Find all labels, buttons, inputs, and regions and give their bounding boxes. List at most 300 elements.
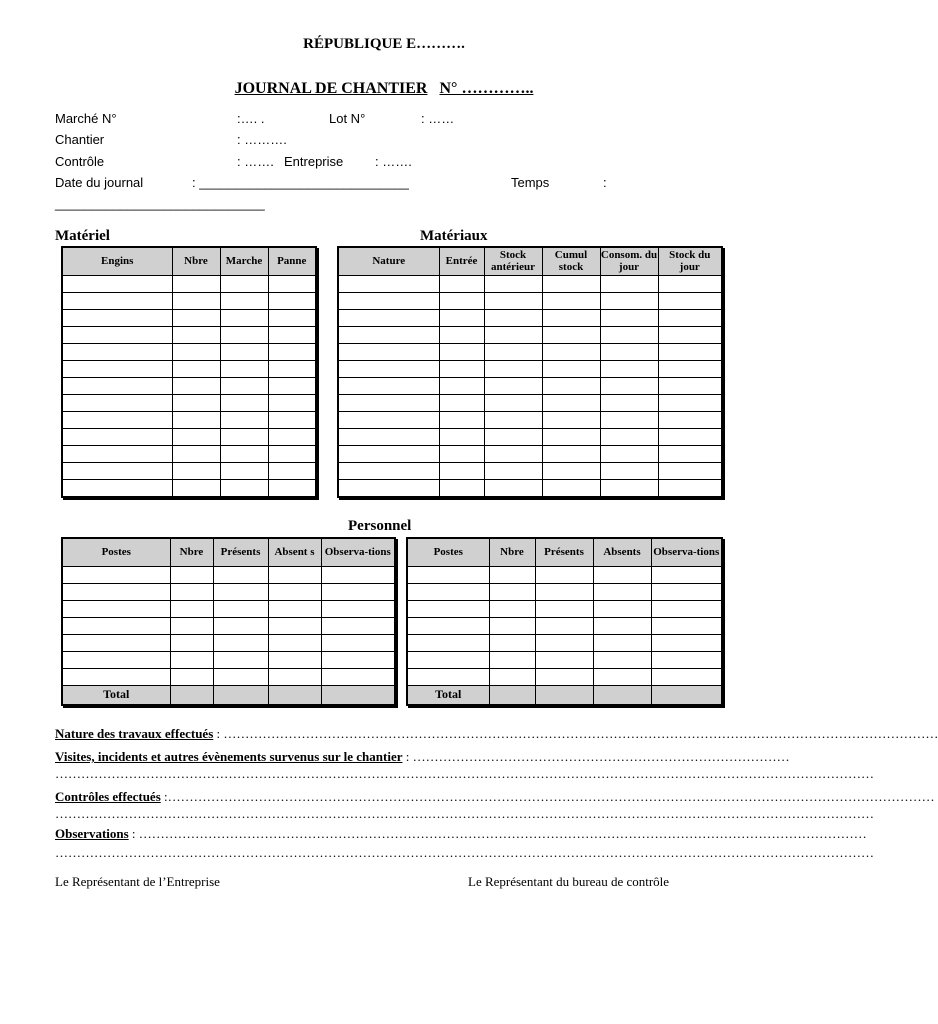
table-cell[interactable] <box>484 309 542 326</box>
table-cell[interactable] <box>338 394 439 411</box>
col-entree: Entrée <box>439 247 484 275</box>
table-cell[interactable] <box>172 275 220 292</box>
table-cell[interactable] <box>542 275 600 292</box>
table-cell[interactable] <box>172 479 220 497</box>
visites-dots-line2: ……………………………………………………………………………………………………………………………………………………………………… <box>55 766 874 781</box>
table-cell[interactable] <box>220 428 268 445</box>
table-cell[interactable] <box>321 651 395 668</box>
table-cell[interactable] <box>542 343 600 360</box>
marche-label: Marché N° <box>55 111 117 126</box>
table-cell[interactable] <box>220 462 268 479</box>
materiaux-row <box>338 462 722 479</box>
table-cell[interactable] <box>489 651 535 668</box>
table-cell[interactable] <box>407 600 489 617</box>
table-cell[interactable] <box>658 411 722 428</box>
personnel-row <box>407 583 722 600</box>
table-cell[interactable] <box>213 651 268 668</box>
table-cell[interactable] <box>213 668 268 685</box>
nature-travaux-label: Nature des travaux effectués <box>55 726 214 741</box>
observations-dots-line2: ……………………………………………………………………………………………………………………………………………………………………… <box>55 845 874 860</box>
visites-dots: : …………………………………………………………………………… <box>402 749 790 764</box>
nature-travaux-line <box>55 726 938 742</box>
table-cell[interactable] <box>651 668 722 685</box>
table-cell[interactable] <box>62 600 170 617</box>
table-cell[interactable] <box>489 600 535 617</box>
table-cell[interactable] <box>542 326 600 343</box>
journal-number: N° ………….. <box>439 80 534 97</box>
table-cell[interactable] <box>62 583 170 600</box>
table-cell[interactable] <box>535 617 593 634</box>
table-cell[interactable] <box>593 617 651 634</box>
table-cell[interactable] <box>338 462 439 479</box>
table-cell[interactable] <box>268 566 321 583</box>
personnel-row <box>407 600 722 617</box>
table-cell[interactable] <box>172 343 220 360</box>
materiaux-row <box>338 479 722 497</box>
table-cell[interactable] <box>172 377 220 394</box>
table-cell[interactable] <box>62 617 170 634</box>
table-cell[interactable] <box>172 411 220 428</box>
table-cell[interactable] <box>338 411 439 428</box>
col-stock-anterieur: Stock antérieur <box>484 247 542 275</box>
col-nbre: Nbre <box>172 247 220 275</box>
temps-value: : <box>603 175 607 190</box>
table-cell[interactable] <box>600 326 658 343</box>
table-cell[interactable] <box>600 462 658 479</box>
table-cell[interactable] <box>62 292 172 309</box>
table-cell[interactable] <box>172 360 220 377</box>
date-continuation: _____________________________ <box>55 196 265 211</box>
table-cell[interactable] <box>268 360 316 377</box>
table-cell[interactable] <box>484 445 542 462</box>
table-cell[interactable] <box>170 617 213 634</box>
table-cell[interactable] <box>170 566 213 583</box>
table-cell[interactable] <box>651 600 722 617</box>
col-panne: Panne <box>268 247 316 275</box>
controles-line <box>55 789 935 805</box>
table-cell[interactable] <box>268 668 321 685</box>
materiel-row <box>62 428 316 445</box>
table-cell[interactable] <box>542 479 600 497</box>
col-postes-right: Postes <box>407 538 489 566</box>
table-cell[interactable] <box>651 617 722 634</box>
table-cell[interactable] <box>213 583 268 600</box>
table-cell[interactable] <box>658 275 722 292</box>
table-cell[interactable] <box>62 428 172 445</box>
col-observations-right: Observa-tions <box>651 538 722 566</box>
table-cell[interactable] <box>62 479 172 497</box>
table-cell[interactable] <box>535 566 593 583</box>
table-cell[interactable] <box>407 583 489 600</box>
personnel-row <box>62 668 395 685</box>
date-label: Date du journal <box>55 175 144 190</box>
table-cell[interactable] <box>600 343 658 360</box>
table-cell[interactable] <box>338 292 439 309</box>
table-cell[interactable] <box>213 566 268 583</box>
table-cell[interactable] <box>439 343 484 360</box>
table-cell[interactable] <box>439 292 484 309</box>
table-cell[interactable] <box>62 360 172 377</box>
col-cumul-stock: Cumul stock <box>542 247 600 275</box>
table-cell[interactable] <box>658 292 722 309</box>
table-cell[interactable] <box>484 462 542 479</box>
table-cell[interactable] <box>484 360 542 377</box>
controles-dots: :…………………………………………………………………………………………………………………………………………………………… <box>160 789 935 804</box>
materiaux-row <box>338 377 722 394</box>
personnel-row <box>407 617 722 634</box>
table-cell[interactable] <box>220 326 268 343</box>
table-cell[interactable] <box>542 292 600 309</box>
col-absents-left: Absent s <box>268 538 321 566</box>
journal-title <box>0 80 768 98</box>
table-cell[interactable] <box>62 309 172 326</box>
table-cell[interactable] <box>268 583 321 600</box>
table-cell[interactable] <box>593 634 651 651</box>
table-cell[interactable] <box>542 309 600 326</box>
table-cell[interactable] <box>658 428 722 445</box>
table-cell[interactable] <box>593 600 651 617</box>
table-cell[interactable] <box>439 445 484 462</box>
personnel-row <box>407 651 722 668</box>
table-cell[interactable] <box>62 668 170 685</box>
table-cell[interactable] <box>268 309 316 326</box>
materiaux-row <box>338 445 722 462</box>
table-cell[interactable] <box>439 377 484 394</box>
materiel-row <box>62 275 316 292</box>
table-cell[interactable] <box>338 360 439 377</box>
table-cell[interactable] <box>658 360 722 377</box>
table-cell[interactable] <box>651 651 722 668</box>
table-cell[interactable] <box>593 668 651 685</box>
table-cell[interactable] <box>62 651 170 668</box>
table-cell[interactable] <box>407 634 489 651</box>
materiel-row <box>62 360 316 377</box>
materiaux-row <box>338 326 722 343</box>
table-cell[interactable] <box>658 377 722 394</box>
materiaux-row <box>338 394 722 411</box>
table-cell[interactable] <box>220 360 268 377</box>
table-cell[interactable] <box>542 462 600 479</box>
materiel-row <box>62 292 316 309</box>
personnel-title: Personnel <box>348 518 412 534</box>
personnel-row <box>62 651 395 668</box>
table-cell[interactable] <box>600 377 658 394</box>
table-cell[interactable] <box>172 428 220 445</box>
table-cell[interactable] <box>220 292 268 309</box>
table-cell[interactable] <box>489 668 535 685</box>
materiel-title: Matériel <box>55 228 110 244</box>
table-cell[interactable] <box>338 445 439 462</box>
col-marche: Marche <box>220 247 268 275</box>
table-cell[interactable] <box>62 377 172 394</box>
table-cell[interactable] <box>321 617 395 634</box>
materiel-row <box>62 445 316 462</box>
col-nature: Nature <box>338 247 439 275</box>
materiaux-row <box>338 292 722 309</box>
table-cell[interactable] <box>268 617 321 634</box>
col-nbre-right: Nbre <box>489 538 535 566</box>
materiaux-row <box>338 275 722 292</box>
table-cell[interactable] <box>62 326 172 343</box>
table-cell[interactable] <box>220 309 268 326</box>
table-cell[interactable] <box>220 479 268 497</box>
table-cell[interactable] <box>338 275 439 292</box>
total-label-left: Total <box>62 685 170 705</box>
personnel-row <box>407 566 722 583</box>
observations-dots: : …………………………………………………………………………………………………………………………………………………… <box>128 826 867 841</box>
controle-label: Contrôle <box>55 154 105 169</box>
table-cell[interactable] <box>170 634 213 651</box>
table-cell[interactable] <box>484 343 542 360</box>
table-cell[interactable] <box>338 377 439 394</box>
table-cell[interactable] <box>484 292 542 309</box>
table-cell[interactable] <box>439 309 484 326</box>
table-cell[interactable] <box>658 326 722 343</box>
table-cell[interactable] <box>170 668 213 685</box>
personnel-row <box>407 634 722 651</box>
table-cell[interactable] <box>268 445 316 462</box>
table-cell[interactable] <box>268 651 321 668</box>
total-label-right: Total <box>407 685 489 705</box>
table-cell[interactable] <box>439 479 484 497</box>
table-cell[interactable] <box>62 445 172 462</box>
table-cell[interactable] <box>651 566 722 583</box>
controles-label: Contrôles effectués <box>55 789 161 804</box>
table-cell[interactable] <box>268 600 321 617</box>
table-cell[interactable] <box>172 445 220 462</box>
table-cell[interactable] <box>62 462 172 479</box>
table-cell[interactable] <box>439 428 484 445</box>
chantier-value: : ………. <box>237 132 287 147</box>
table-cell[interactable] <box>62 394 172 411</box>
table-cell[interactable] <box>535 651 593 668</box>
table-cell[interactable] <box>268 326 316 343</box>
table-cell[interactable] <box>658 343 722 360</box>
table-cell[interactable] <box>600 309 658 326</box>
table-cell[interactable] <box>338 479 439 497</box>
personnel-row <box>62 566 395 583</box>
table-cell[interactable] <box>220 343 268 360</box>
table-cell[interactable] <box>62 275 172 292</box>
table-cell[interactable] <box>338 428 439 445</box>
table-cell[interactable] <box>268 634 321 651</box>
table-cell[interactable] <box>600 479 658 497</box>
personnel-table-left <box>61 537 396 706</box>
table-cell[interactable] <box>651 583 722 600</box>
table-cell[interactable] <box>593 566 651 583</box>
materiel-row <box>62 343 316 360</box>
table-cell[interactable] <box>172 326 220 343</box>
table-cell[interactable] <box>593 651 651 668</box>
table-cell[interactable] <box>268 343 316 360</box>
table-cell[interactable] <box>268 428 316 445</box>
table-cell[interactable] <box>172 462 220 479</box>
table-cell[interactable] <box>407 566 489 583</box>
table-cell[interactable] <box>338 309 439 326</box>
personnel-row <box>62 617 395 634</box>
nature-travaux-dots: : ………………………………………………………………………………………………………………………………………………… <box>213 726 938 741</box>
col-observations-left: Observa-tions <box>321 538 395 566</box>
materiaux-row <box>338 343 722 360</box>
table-cell[interactable] <box>213 617 268 634</box>
visites-label: Visites, incidents et autres évènements survenus sur le chantier <box>55 749 403 764</box>
table-cell[interactable] <box>439 360 484 377</box>
table-cell[interactable] <box>535 583 593 600</box>
controles-dots-line2: ……………………………………………………………………………………………………………………………………………………………………… <box>55 806 874 821</box>
materiel-row <box>62 462 316 479</box>
table-cell[interactable] <box>600 411 658 428</box>
table-cell[interactable] <box>600 275 658 292</box>
table-cell[interactable] <box>268 292 316 309</box>
table-cell[interactable] <box>484 394 542 411</box>
table-cell[interactable] <box>439 326 484 343</box>
table-cell[interactable] <box>489 617 535 634</box>
table-cell[interactable] <box>658 462 722 479</box>
table-cell[interactable] <box>489 566 535 583</box>
table-cell[interactable] <box>321 634 395 651</box>
col-nbre-left: Nbre <box>170 538 213 566</box>
controle-value: : ……. <box>237 154 274 169</box>
table-cell[interactable] <box>600 394 658 411</box>
table-cell[interactable] <box>407 617 489 634</box>
table-cell[interactable] <box>439 394 484 411</box>
signature-entreprise: Le Représentant de l’Entreprise <box>55 874 220 889</box>
table-cell[interactable] <box>321 600 395 617</box>
table-cell[interactable] <box>321 566 395 583</box>
table-cell[interactable] <box>62 634 170 651</box>
table-cell[interactable] <box>535 668 593 685</box>
materiel-row <box>62 309 316 326</box>
table-cell[interactable] <box>658 445 722 462</box>
table-cell[interactable] <box>542 411 600 428</box>
table-cell[interactable] <box>220 445 268 462</box>
table-cell[interactable] <box>489 583 535 600</box>
table-cell[interactable] <box>439 275 484 292</box>
table-cell[interactable] <box>600 360 658 377</box>
table-cell[interactable] <box>484 411 542 428</box>
table-cell[interactable] <box>62 566 170 583</box>
materiaux-title: Matériaux <box>420 228 488 244</box>
personnel-row <box>62 634 395 651</box>
materiel-row <box>62 326 316 343</box>
table-cell[interactable] <box>170 600 213 617</box>
table-cell[interactable] <box>220 411 268 428</box>
personnel-row <box>62 583 395 600</box>
table-cell[interactable] <box>268 411 316 428</box>
table-cell[interactable] <box>658 309 722 326</box>
col-postes-left: Postes <box>62 538 170 566</box>
materiaux-row <box>338 411 722 428</box>
table-cell[interactable] <box>62 411 172 428</box>
table-cell[interactable] <box>220 275 268 292</box>
table-cell[interactable] <box>484 326 542 343</box>
observations-line <box>55 826 867 842</box>
table-cell[interactable] <box>172 292 220 309</box>
table-cell[interactable] <box>220 394 268 411</box>
chantier-label: Chantier <box>55 132 105 147</box>
table-cell[interactable] <box>535 634 593 651</box>
table-cell[interactable] <box>321 583 395 600</box>
table-cell[interactable] <box>535 600 593 617</box>
table-cell[interactable] <box>439 462 484 479</box>
table-cell[interactable] <box>542 394 600 411</box>
col-presents-left: Présents <box>213 538 268 566</box>
col-stock-jour: Stock du jour <box>658 247 722 275</box>
personnel-row <box>407 668 722 685</box>
temps-label: Temps <box>511 175 550 190</box>
table-cell[interactable] <box>600 428 658 445</box>
col-presents-right: Présents <box>535 538 593 566</box>
entreprise-value: : ……. <box>375 154 412 169</box>
materiaux-row <box>338 309 722 326</box>
table-cell[interactable] <box>600 292 658 309</box>
materiaux-table <box>337 246 723 498</box>
table-cell[interactable] <box>542 428 600 445</box>
table-cell[interactable] <box>268 479 316 497</box>
table-cell[interactable] <box>268 377 316 394</box>
table-cell[interactable] <box>268 394 316 411</box>
table-cell[interactable] <box>484 275 542 292</box>
materiel-row <box>62 394 316 411</box>
table-cell[interactable] <box>439 411 484 428</box>
table-cell[interactable] <box>593 583 651 600</box>
table-cell[interactable] <box>62 343 172 360</box>
table-cell[interactable] <box>220 377 268 394</box>
table-cell[interactable] <box>407 668 489 685</box>
table-cell[interactable] <box>172 394 220 411</box>
table-cell[interactable] <box>484 377 542 394</box>
materiaux-row <box>338 428 722 445</box>
table-cell[interactable] <box>213 600 268 617</box>
table-cell[interactable] <box>651 634 722 651</box>
table-cell[interactable] <box>658 479 722 497</box>
table-cell[interactable] <box>658 394 722 411</box>
table-cell[interactable] <box>542 445 600 462</box>
table-cell[interactable] <box>170 583 213 600</box>
materiel-row <box>62 377 316 394</box>
personnel-row <box>62 600 395 617</box>
lot-label: Lot N° <box>329 111 366 126</box>
col-consom-jour: Consom. du jour <box>600 247 658 275</box>
table-cell[interactable] <box>172 309 220 326</box>
materiaux-row <box>338 360 722 377</box>
journal-title-text: JOURNAL DE CHANTIER <box>234 80 428 97</box>
signature-bureau-controle: Le Représentant du bureau de contrôle <box>468 874 670 889</box>
materiel-table <box>61 246 317 498</box>
table-cell[interactable] <box>489 634 535 651</box>
table-cell[interactable] <box>542 360 600 377</box>
table-cell[interactable] <box>338 343 439 360</box>
table-cell[interactable] <box>338 326 439 343</box>
date-value: : _____________________________ <box>192 175 409 190</box>
table-cell[interactable] <box>213 634 268 651</box>
lot-value: : …… <box>421 111 455 126</box>
table-cell[interactable] <box>484 479 542 497</box>
table-cell[interactable] <box>542 377 600 394</box>
entreprise-label: Entreprise <box>284 154 344 169</box>
marche-value: :…. . <box>237 111 265 126</box>
table-cell[interactable] <box>170 651 213 668</box>
table-cell[interactable] <box>268 275 316 292</box>
personnel-table-right <box>406 537 723 706</box>
table-cell[interactable] <box>600 445 658 462</box>
table-cell[interactable] <box>321 668 395 685</box>
table-cell[interactable] <box>268 462 316 479</box>
observations-label: Observations <box>55 826 129 841</box>
table-cell[interactable] <box>407 651 489 668</box>
republic-title: RÉPUBLIQUE E………. <box>303 36 465 52</box>
table-cell[interactable] <box>484 428 542 445</box>
